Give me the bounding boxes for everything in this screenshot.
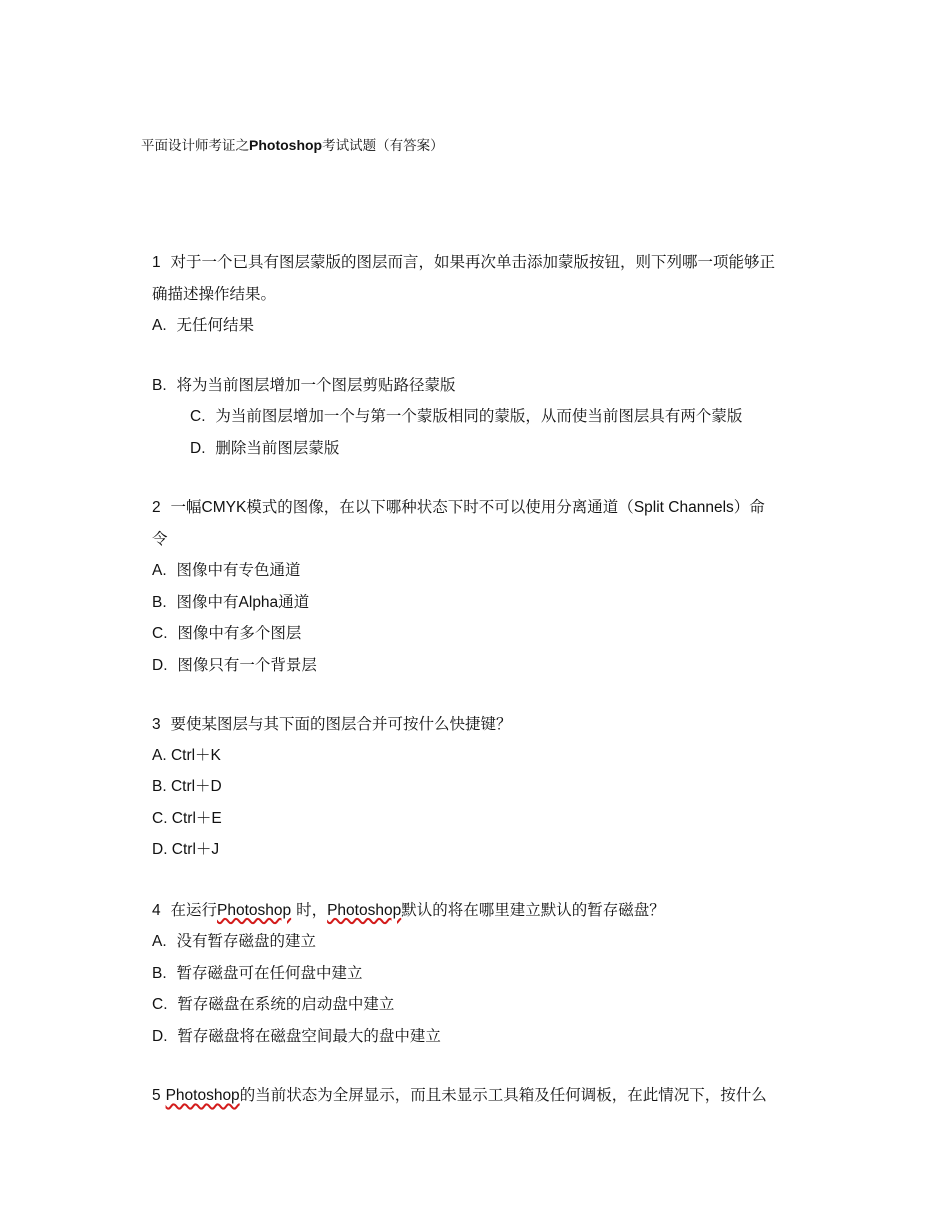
option-letter: B. [152,376,167,394]
question-number: 1 [152,254,161,271]
option-text: 将为当前图层增加一个图层剪贴路径蒙版 [176,375,456,394]
option-letter: A. [152,562,167,579]
q4-option-c [152,990,812,1022]
spacer [152,1053,812,1081]
option-letter: A. [152,933,167,950]
question-number: 3 [152,716,161,733]
question-number: 5 [152,1087,161,1104]
q1-option-d [152,434,812,466]
option-letter: B. [152,964,167,982]
option-text-latin: Alpha [238,593,279,611]
question-text-latin: CMYK [201,499,247,516]
question-text: ）命 [733,498,765,516]
q1-option-b [152,371,812,403]
option-text: 无任何结果 [176,316,255,334]
q2-option-d [152,651,812,683]
spellcheck-word: Photoshop [165,1087,240,1104]
question-3-line-1 [152,710,812,742]
question-5-line-1 [152,1081,812,1113]
option-text: 删除当前图层蒙版 [215,438,340,457]
question-text: 一幅 [170,498,202,516]
question-1-line-1 [152,248,812,280]
question-text: 对于一个已具有图层蒙版的图层而言，如果再次单击添加蒙版按钮，则下列哪一项能够正 [170,253,775,271]
q3-option-c: C. Ctrl＋E [152,809,222,827]
option-text: 图像中有专色通道 [176,561,301,579]
question-1-line-2 [152,280,812,312]
q1-option-c [152,402,812,434]
option-letter: D. [152,656,168,674]
question-text: 在运行 [170,900,217,919]
q2-option-c [152,619,812,651]
document-title [141,136,444,155]
q2-option-b [152,588,812,620]
question-text: 模式的图像，在以下哪种状态下时不可以使用分离通道（ [246,498,634,516]
question-text-latin: Split Channels [633,499,734,516]
q3-option-d: D. Ctrl＋J [152,841,220,858]
option-text: 没有暂存磁盘的建立 [176,932,317,950]
option-letter: C. [152,996,168,1013]
option-letter: D. [190,439,206,457]
option-letter: C. [152,625,168,642]
option-letter: C. [190,408,206,425]
q4-option-a [152,927,812,959]
option-text: 图像只有一个背景层 [177,655,317,674]
question-text: 默认的将在哪里建立默认的暂存磁盘？ [401,900,665,919]
question-text: 时， [296,900,328,919]
question-text: 要使某图层与其下面的图层合并可按什么快捷键？ [170,715,512,733]
question-text: 确描述操作结果。 [152,284,277,303]
spacer [152,682,812,710]
option-letter: A. [152,317,167,334]
q1-option-a [152,311,812,343]
question-text: 令 [152,529,168,548]
question-text: 的当前状态为全屏显示，而且未显示工具箱及任何调板，在此情况下，按什么 [239,1086,767,1104]
q4-option-d [152,1022,812,1054]
question-2-line-2 [152,525,812,557]
option-letter: B. [152,593,167,611]
title-bold: Photoshop [249,137,323,153]
q2-option-a [152,556,812,588]
question-number: 2 [152,499,161,516]
spacer [152,465,812,493]
spacer [152,343,812,371]
option-text: 暂存磁盘在系统的启动盘中建立 [177,995,395,1013]
question-2-line-1 [152,493,812,525]
question-4-line-1 [152,896,812,928]
question-number: 4 [152,901,161,919]
question-list [152,248,812,1113]
q3-option-a: A. Ctrl＋K [152,746,221,764]
q4-option-b [152,959,812,991]
q3-option-b: B. Ctrl＋D [152,778,222,795]
title-suffix: 考试试题（有答案） [322,138,444,154]
option-text: 图像中有多个图层 [177,624,302,642]
option-letter: D. [152,1027,168,1045]
option-text: 图像中有 [176,592,239,611]
spellcheck-word: Photoshop [327,901,402,919]
title-prefix: 平面设计师考证之 [141,138,249,154]
spacer [152,868,812,896]
option-text: 暂存磁盘可在任何盘中建立 [176,963,363,982]
option-text: 通道 [278,592,310,611]
option-text: 为当前图层增加一个与第一个蒙版相同的蒙版，从而使当前图层具有两个蒙版 [215,407,743,425]
option-text: 暂存磁盘将在磁盘空间最大的盘中建立 [177,1026,441,1045]
spellcheck-word: Photoshop [217,901,292,919]
